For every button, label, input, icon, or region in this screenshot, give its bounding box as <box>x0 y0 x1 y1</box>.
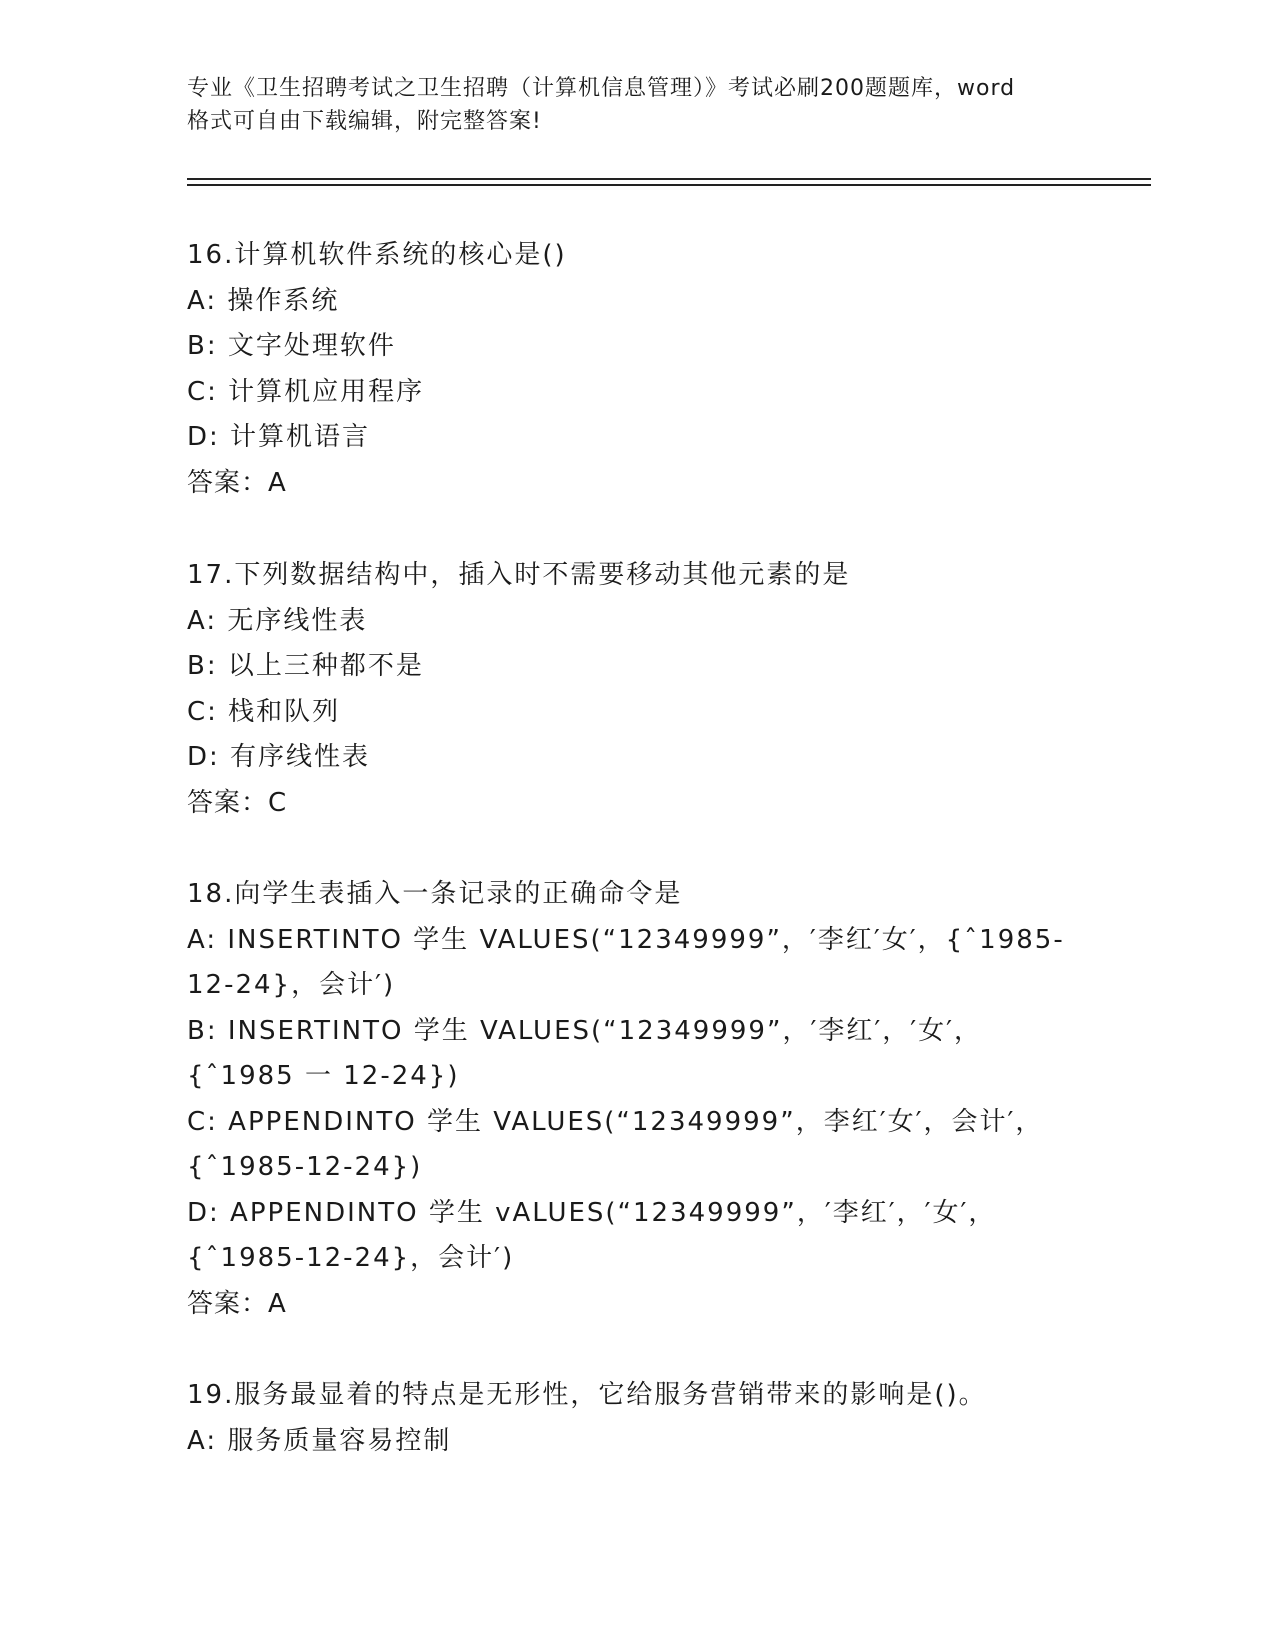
question-18 <box>187 872 1087 1327</box>
option-b: B: 以上三种都不是 <box>187 651 424 681</box>
option-a-line-2: 12-24}，会计′) <box>187 970 396 1000</box>
question-19 <box>187 1373 1087 1464</box>
question-stem: 18.向学生表插入一条记录的正确命令是 <box>187 879 683 909</box>
option-c-line-2: {ˆ1985-12-24}) <box>187 1152 423 1182</box>
option-a-line-1: A: INSERTINTO 学生 VALUES(“12349999”，′李红′女′，{ˆ1985- <box>187 924 1065 955</box>
question-stem: 16.计算机软件系统的核心是() <box>187 240 567 270</box>
header-line-1: 专业《卫生招聘考试之卫生招聘（计算机信息管理）》考试必刷200题题库，word <box>187 76 1016 101</box>
question-stem: 17.下列数据结构中，插入时不需要移动其他元素的是 <box>187 560 851 590</box>
option-c-line-1: C: APPENDINTO 学生 VALUES(“12349999”，李红′女′，会计′， <box>187 1106 1044 1137</box>
option-d: D: 计算机语言 <box>187 422 371 452</box>
answer-text: 答案：C <box>187 787 288 818</box>
answer-text: 答案：A <box>187 467 287 498</box>
option-d: D: 有序线性表 <box>187 742 371 772</box>
option-a: A: 操作系统 <box>187 285 340 316</box>
header-divider-bottom <box>187 184 1151 186</box>
option-c: C: 栈和队列 <box>187 696 341 727</box>
header-divider-top <box>187 178 1151 180</box>
option-b-line-2: {ˆ1985 一 12-24}) <box>187 1061 460 1091</box>
option-d-line-1: D: APPENDINTO 学生 vALUES(“12349999”，′李红′，′女′， <box>187 1197 997 1228</box>
question-stem: 19.服务最显着的特点是无形性，它给服务营销带来的影响是()。 <box>187 1380 987 1410</box>
answer-text: 答案：A <box>187 1288 287 1319</box>
option-a: A: 服务质量容易控制 <box>187 1425 452 1456</box>
option-c: C: 计算机应用程序 <box>187 376 425 407</box>
option-a: A: 无序线性表 <box>187 605 368 636</box>
header-line-2: 格式可自由下载编辑，附完整答案! <box>187 109 542 134</box>
option-d-line-2: {ˆ1985-12-24}，会计′) <box>187 1243 515 1273</box>
option-b: B: 文字处理软件 <box>187 331 396 361</box>
document-header <box>187 72 1087 138</box>
question-16 <box>187 233 1087 506</box>
question-17 <box>187 553 1087 826</box>
option-b-line-1: B: INSERTINTO 学生 VALUES(“12349999”，′李红′，′女′， <box>187 1015 983 1046</box>
